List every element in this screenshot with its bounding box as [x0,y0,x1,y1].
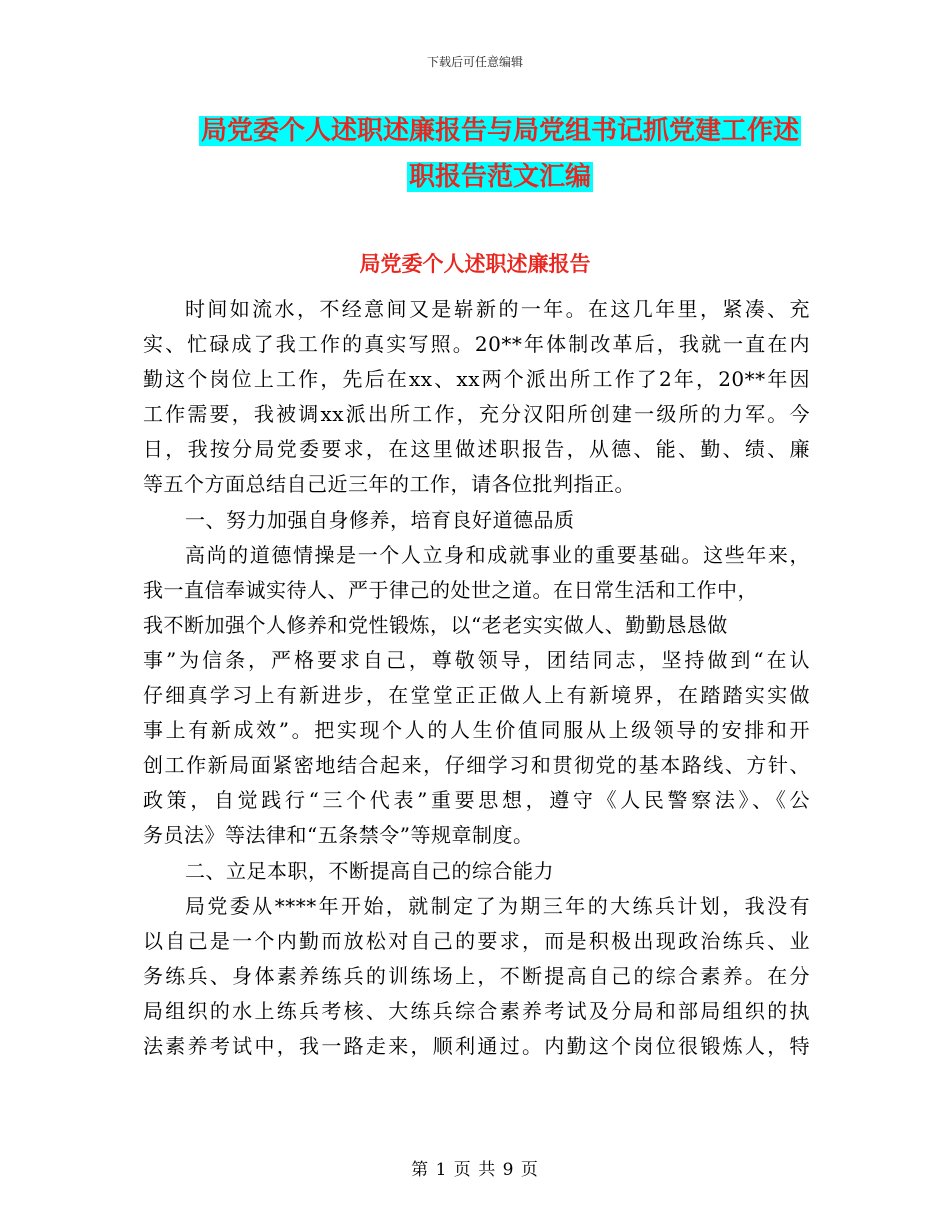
document-title-line-1: 局党委个人述职述廉报告与局党组书记抓党建工作述 [200,116,799,146]
text-line: 二、立足本职，不断提高自己的综合能力 [185,858,554,883]
text-line: 工作需要，我被调xx派出所工作，充分汉阳所创建一级所的力军。今 [143,402,810,427]
text-line: 实、忙碌成了我工作的真实写照。20**年体制改革后，我就一直在内 [143,332,810,357]
text-line: 务练兵、身体素养练兵的训练场上，不断提高自己的综合素养。在分 [143,963,810,988]
text-line: 局组织的水上练兵考核、大练兵综合素养考试及分局和部局组织的执 [143,998,810,1023]
text-line: 时间如流水，不经意间又是崭新的一年。在这几年里，紧凑、充 [185,297,810,321]
text-line: 一、努力加强自身修养，培育良好道德品质 [185,507,575,532]
text-line: 局党委从****年开始，就制定了为期三年的大练兵计划，我没有 [185,893,810,918]
text-line: 我不断加强个人修养和党性锻炼，以“老老实实做人、勤勤恳恳做 [143,612,728,637]
body-text [143,292,810,1064]
text-line: 政策，自觉践行“三个代表”重要思想，遵守《人民警察法》、《公 [143,788,810,813]
text-line: 以自己是一个内勤而放松对自己的要求，而是积极出现政治练兵、业 [143,928,810,953]
text-line: 勤这个岗位上工作，先后在xx、xx两个派出所工作了2年，20**年因 [143,367,810,392]
page-number-footer: 第 1 页 共 9 页 [411,1160,539,1180]
text-line: 我一直信奉诚实待人、严于律己的处世之道。在日常生活和工作中， [143,577,758,602]
text-line: 法素养考试中，我一路走来，顺利通过。内勤这个岗位很锻炼人，特 [143,1033,810,1058]
section-title: 局党委个人述职述廉报告 [359,252,591,276]
page-header-note: 下载后可任意编辑 [426,55,523,69]
text-line: 事”为信条，严格要求自己，尊敬领导，团结同志，坚持做到“在认 [143,647,810,672]
text-line: 仔细真学习上有新进步，在堂堂正正做人上有新境界，在踏踏实实做 [143,683,810,708]
text-line: 务员法》等法律和“五条禁令”等规章制度。 [143,823,534,848]
text-line: 日，我按分局党委要求，在这里做述职报告，从德、能、勤、绩、廉 [143,437,810,462]
text-line: 创工作新局面紧密地结合起来，仔细学习和贯彻党的基本路线、方针、 [143,753,810,778]
text-line: 等五个方面总结自己近三年的工作，请各位批判指正。 [143,472,635,497]
document-title-line-2: 职报告范文汇编 [408,162,591,192]
text-line: 事上有新成效”。把实现个人的人生价值同服从上级领导的安排和开 [143,718,810,743]
document-title [140,108,860,200]
text-line: 高尚的道德情操是一个人立身和成就事业的重要基础。这些年来， [185,542,810,567]
